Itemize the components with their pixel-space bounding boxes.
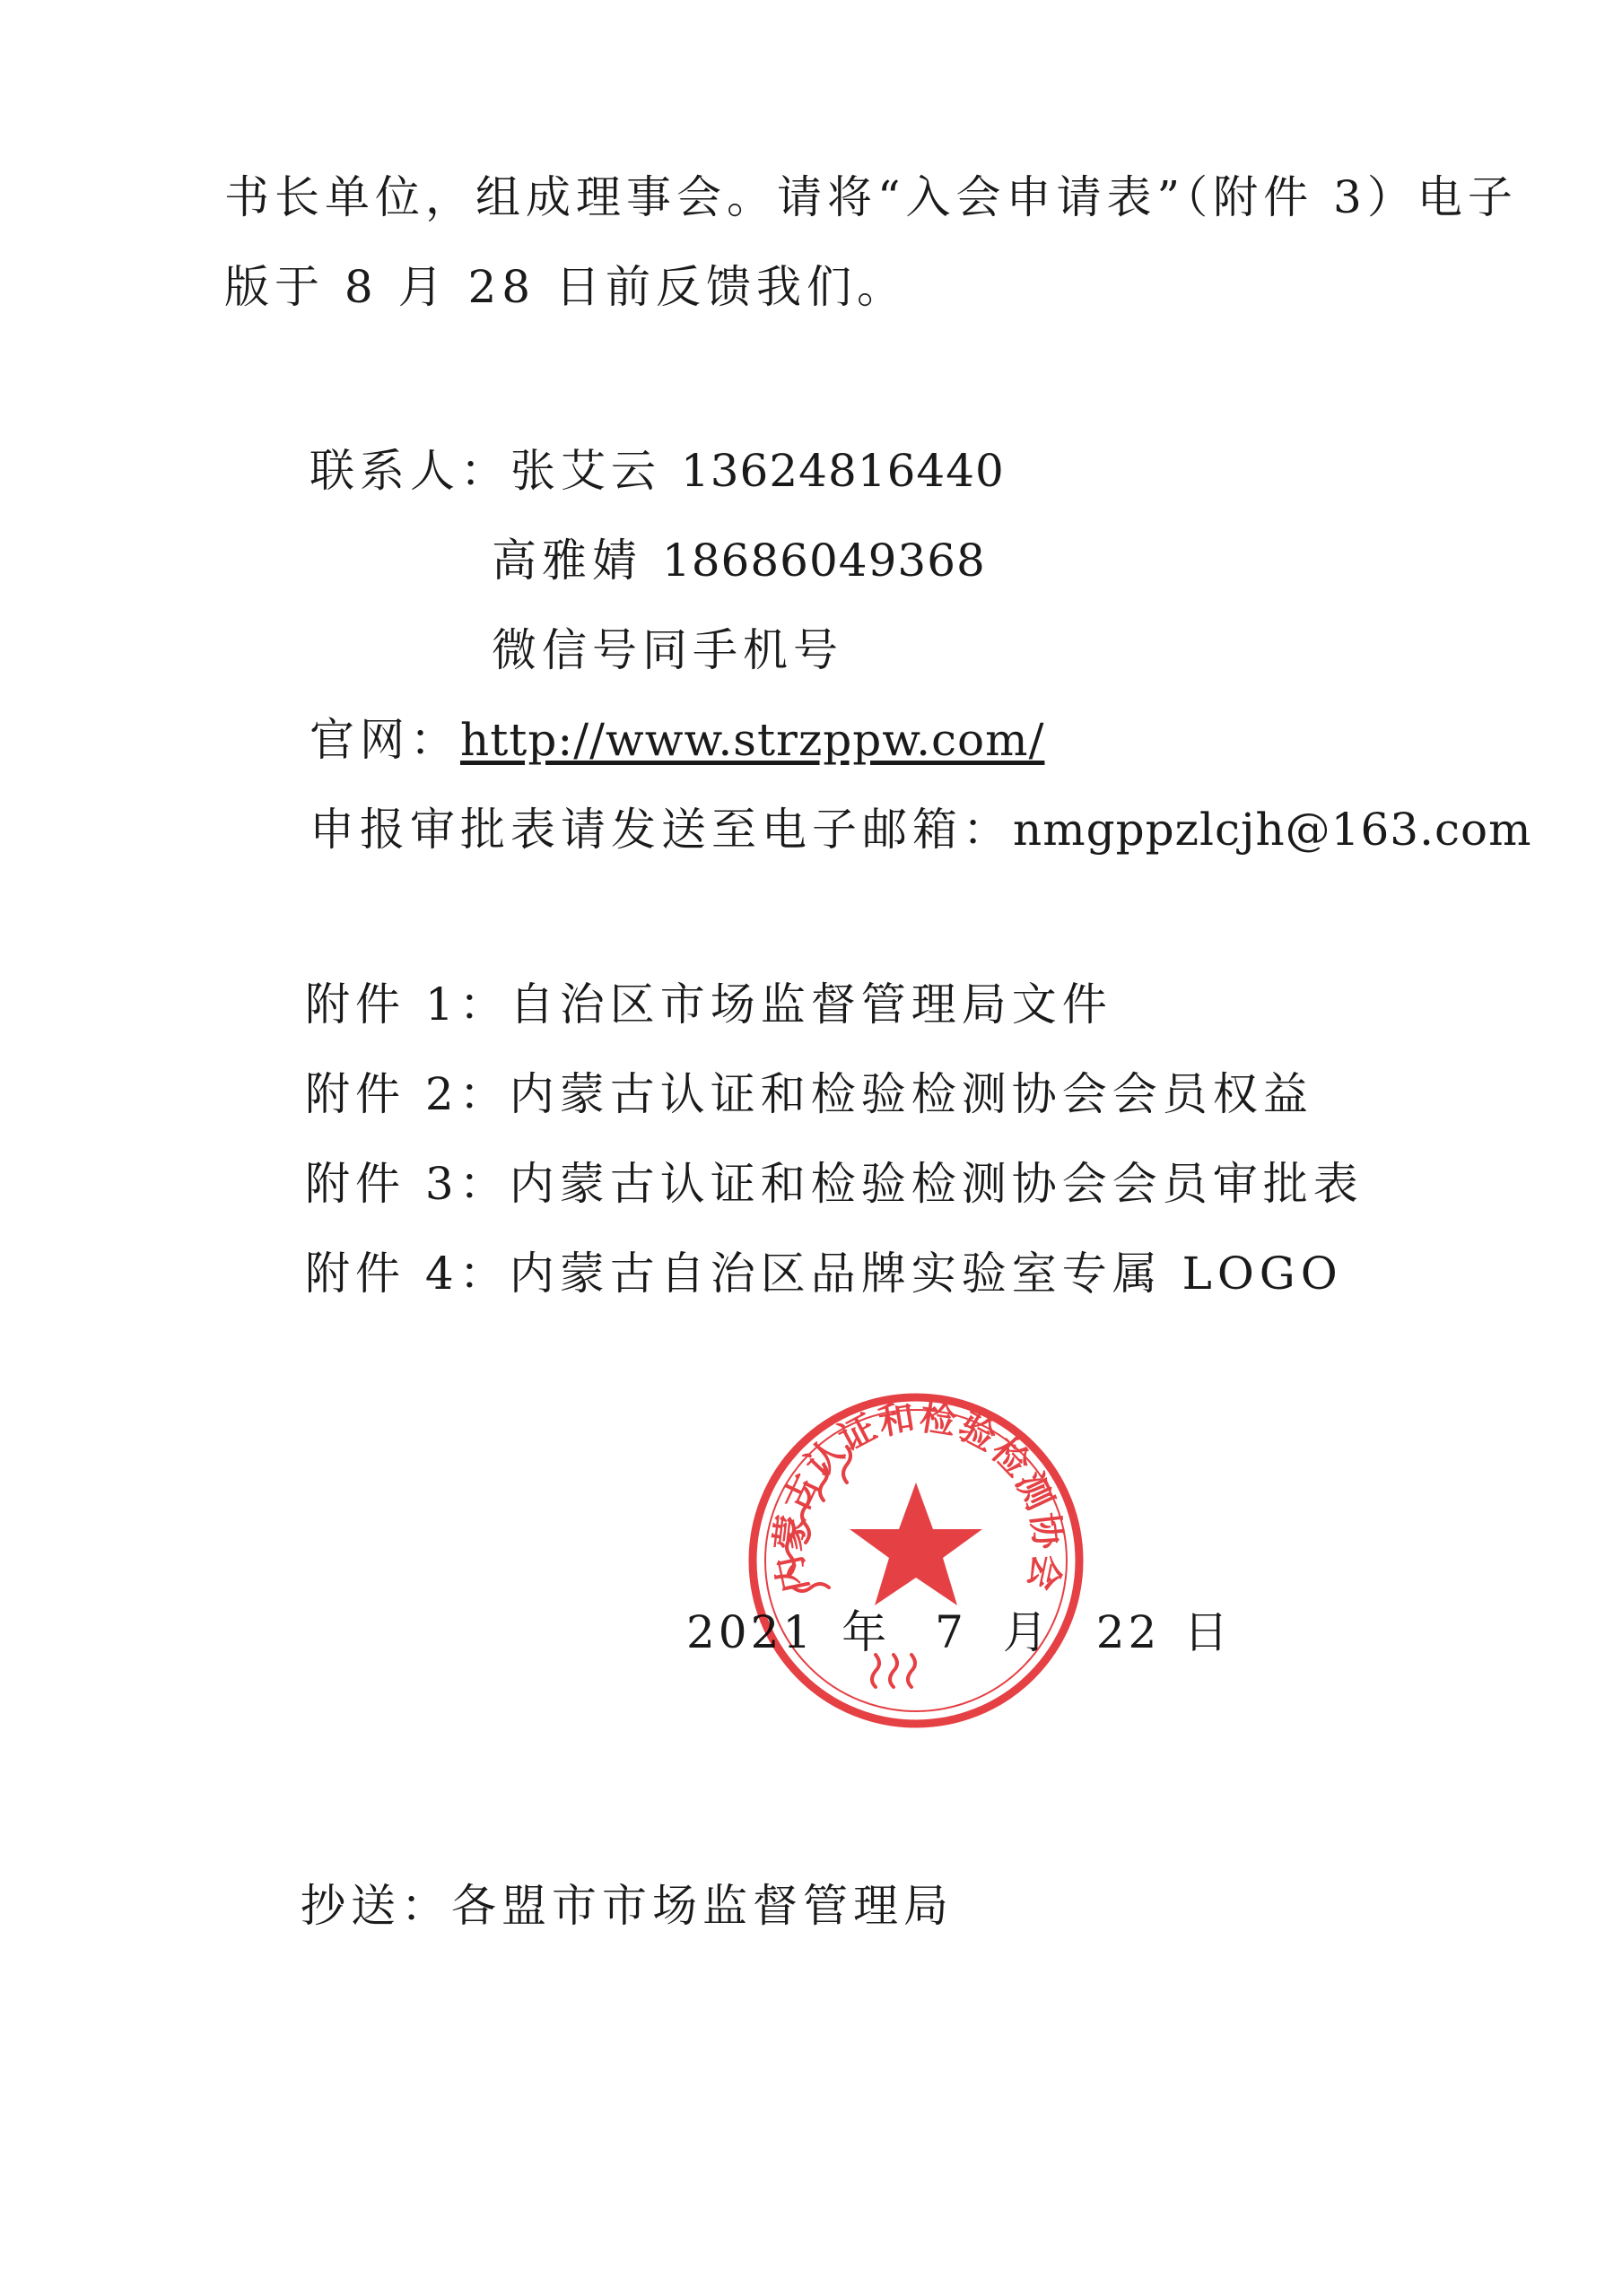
cc-row bbox=[301, 1879, 954, 1933]
contact-phone: 13624816440 bbox=[680, 445, 1005, 497]
attachment-label: 附件 4： bbox=[305, 1248, 510, 1300]
svg-text:内蒙古认证和检验检测协会: 内蒙古认证和检验检测协会 bbox=[767, 1396, 1069, 1596]
cc-recipients: 各盟市市场监督管理局 bbox=[451, 1880, 954, 1932]
email-label: 申报审批表请发送至电子邮箱： bbox=[310, 804, 1013, 856]
attachment-title: 自治区市场监督管理局文件 bbox=[509, 978, 1112, 1031]
email-address[interactable]: nmgppzlcjh@163.com bbox=[1013, 804, 1532, 856]
contact-label: 联系人： bbox=[310, 445, 510, 497]
attachment-label: 附件 3： bbox=[305, 1158, 510, 1210]
attachment-item bbox=[305, 1067, 1313, 1121]
contact-name: 张艾云 bbox=[510, 445, 661, 497]
date-day: 22 bbox=[1095, 1606, 1161, 1658]
email-row bbox=[310, 803, 1532, 857]
body-paragraph-line-2: 版于 8 月 28 日前反馈我们。 bbox=[224, 261, 908, 313]
official-seal bbox=[741, 1386, 1091, 1735]
contact-row-2 bbox=[492, 534, 986, 587]
attachment-item bbox=[305, 978, 1112, 1031]
contact-name: 高雅婧 bbox=[492, 535, 642, 587]
date-month-char: 月 bbox=[1002, 1606, 1051, 1658]
date-year: 2021 bbox=[686, 1606, 815, 1658]
contact-phone: 18686049368 bbox=[661, 535, 986, 587]
website-label: 官网： bbox=[310, 714, 460, 766]
attachment-title: 内蒙古认证和检验检测协会会员审批表 bbox=[509, 1158, 1364, 1210]
attachment-item bbox=[305, 1247, 1343, 1300]
attachment-title: 内蒙古认证和检验检测协会会员权益 bbox=[509, 1068, 1313, 1120]
contact-row-1 bbox=[310, 444, 1005, 498]
website-row bbox=[310, 713, 1044, 767]
attachment-label: 附件 2： bbox=[305, 1068, 510, 1120]
body-paragraph-line-1: 书长单位，组成理事会。请将“入会申请表”（附件 3）电子 bbox=[224, 171, 1518, 223]
date-year-char: 年 bbox=[842, 1606, 891, 1658]
cc-label: 抄送： bbox=[301, 1880, 451, 1932]
seal-star-icon bbox=[850, 1483, 982, 1605]
attachment-item bbox=[305, 1157, 1364, 1211]
attachment-label: 附件 1： bbox=[305, 978, 510, 1031]
wechat-note: 微信号同手机号 bbox=[492, 624, 843, 676]
date-day-char: 日 bbox=[1183, 1606, 1233, 1658]
date-month: 7 bbox=[935, 1606, 967, 1658]
website-link[interactable]: http://www.strzppw.com/ bbox=[460, 714, 1045, 766]
attachment-title: 内蒙古自治区品牌实验室专属 LOGO bbox=[509, 1248, 1343, 1300]
